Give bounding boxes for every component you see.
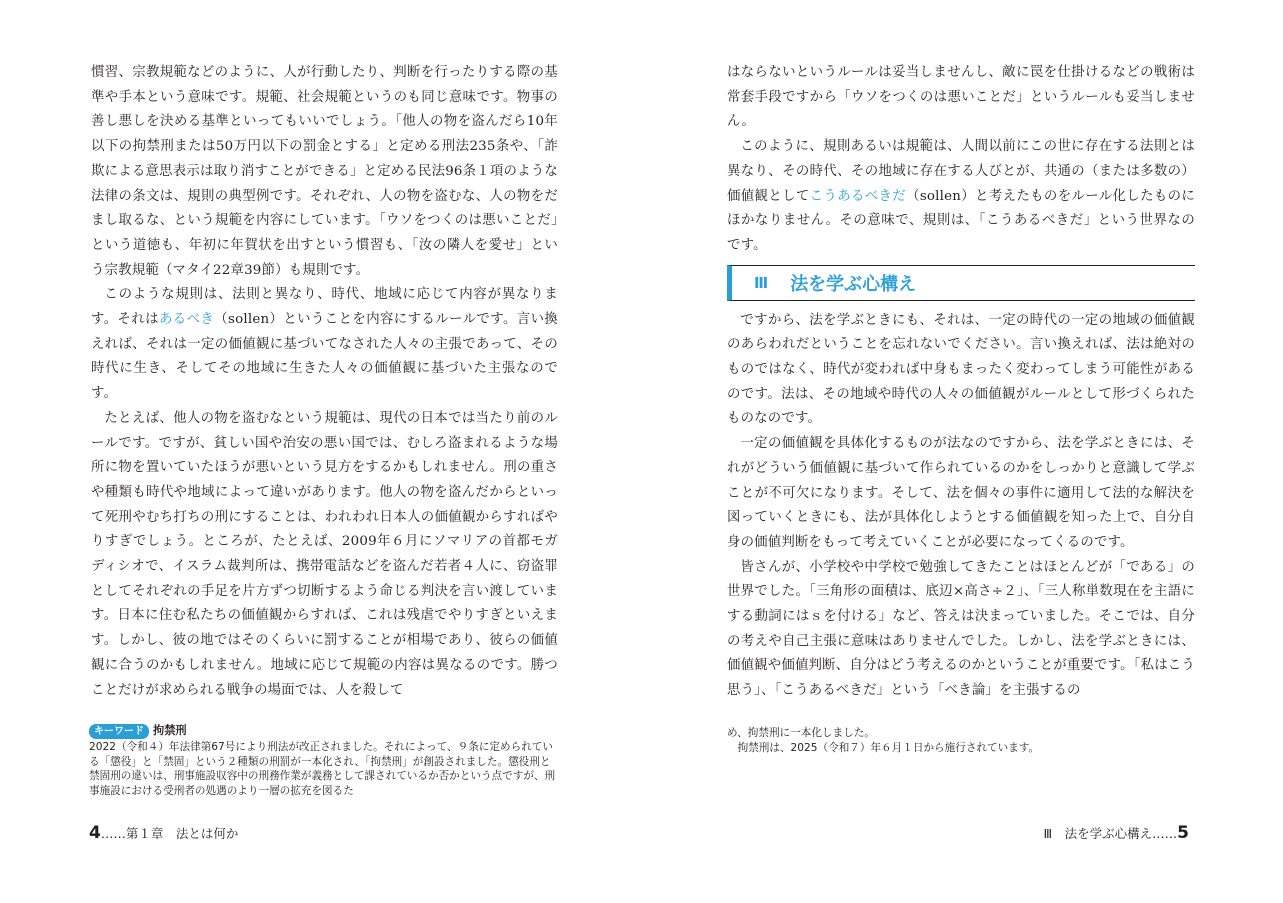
section-number: Ⅲ	[754, 273, 769, 292]
paragraph: 一定の価値観を具体化するものが法なのですから、法を学ぶときには、それがどういう価値観に基づいて作られているのかをしっかりと意識して学ぶことが不可欠になります。そして、法を個々の事件に適用して法的な解決を図っていくときにも、法が具体化しようとする価値観を知った上で、自分自身の価値判断をもって考えていくことが必要になってくるのです。	[727, 436, 1195, 550]
paragraph: 皆さんが、小学校や中学校で勉強してきたことはほとんどが「である」の世界でした。「三角形の面積は、底辺×高さ÷２」、「三人称単数現在を主語にする動詞にはｓを付ける」など、答えは決まっていました。そこでは、自分の考えや自己主張に意味はありませんでした。しかし、法を学ぶときには、価値観や価値判断、自分はどう考えるのかということが重要です。「私はこう思う」、「こうあるべきだ」という「べき論」を主張するの	[727, 559, 1195, 699]
left-body-text	[91, 61, 558, 703]
paragraph: はならないというルールは妥当しませんし、敵に罠を仕掛けるなどの戦術は常套手段ですから「ウソをつくのは悪いことだ」というルールも妥当しません。	[727, 65, 1195, 130]
page-number: 4	[89, 823, 101, 843]
keyword-note-continued	[727, 726, 1195, 755]
paragraph-text: このような規則は、法則と異なり、時代、地域に応じて内容が異なります。それは	[91, 287, 558, 328]
right-footer	[1044, 823, 1189, 843]
footer-separator: ……	[1152, 826, 1178, 841]
paragraph-text: （sollen）ということを内容にするルールです。言い換えれば、それは一定の価値観に基づいてなされた人々の主張であって、その時代に生き、そしてその地域に生きた人々の価値観に基づいた主張なのです。	[91, 312, 558, 402]
footer-separator: ……	[100, 826, 126, 841]
section-heading	[727, 265, 1195, 301]
left-footer	[89, 823, 238, 843]
page-number: 5	[1177, 823, 1189, 843]
left-page	[0, 0, 641, 903]
keyword-note	[89, 724, 557, 799]
keyword-badge: キーワード	[89, 724, 149, 739]
paragraph-text: このように、規則あるいは規範は、人間以前にこの世に存在する法則とは異なり、その時代、その地域に存在する人びとが、共通の（または多数の）価値観として	[727, 139, 1195, 204]
right-body-text	[727, 61, 1195, 704]
paragraph-text: （sollen）と考えたものをルール化したものにほかなりません。その意味で、規則は、「こうあるべきだ」という世界なのです。	[727, 188, 1195, 253]
running-head-section: Ⅲ 法を学ぶ心構え	[1043, 826, 1153, 841]
keyword-note-text: 拘禁刑は、2025（令和７）年６月１日から施行されています。	[737, 741, 1040, 754]
running-head-chapter: 第１章 法とは何か	[125, 826, 239, 841]
keyword-note-header	[89, 724, 557, 739]
keyword-highlight: こうあるべきだ	[809, 188, 907, 204]
paragraph	[727, 135, 1195, 259]
paragraph	[91, 283, 558, 407]
right-page	[641, 0, 1283, 903]
keyword-note-text: 2022（令和４）年法律第67号により刑法が改正されました。それによって、９条に定められている「懲役」と「禁固」という２種類の刑罰が一本化され、「拘禁刑」が創設されました。懲役刑と禁固刑の違いは、刑事施設収容中の刑務作業が義務として課されているか否かという点ですが、刑事施設における受刑者の処遇のより一層の拡充を図るた	[89, 741, 556, 798]
keyword-highlight: あるべき	[158, 312, 215, 328]
paragraph: 慣習、宗教規範などのように、人が行動したり、判断を行ったりする際の基準や手本という意味です。規範、社会規範というのも同じ意味です。物事の善し悪しを決める基準といってもいいでしょう。「他人の物を盗んだら10年以下の拘禁刑または50万円以下の罰金とする」と定める刑法235条や、「詐欺による意思表示は取り消すことができる」と定める民法96条１項のような法律の条文は、規則の典型例です。それぞれ、人の物を盗むな、人の物をだまし取るな、という規範を内容にしています。「ウソをつくのは悪いことだ」という道徳も、年初に年賀状を出すという慣習も、「汝の隣人を愛せ」という宗教規範（マタイ22章39節）も規則です。	[91, 65, 558, 278]
paragraph: たとえば、他人の物を盗むなという規範は、現代の日本では当たり前のルールです。ですが、貧しい国や治安の悪い国では、むしろ盗まれるような場所に物を置いていたほうが悪いという見方をするかもしれません。刑の重さや種類も時代や地域によって違いがあります。他人の物を盗んだからといって死刑やむち打ちの刑にすることは、われわれ日本人の価値観からすればやりすぎでしょう。ところが、たとえば、2009年６月にソマリアの首都モガディシオで、イスラム裁判所は、携帯電話などを盗んだ若者４人に、窃盗罪としてそれぞれの手足を片方ずつ切断するよう命じる判決を言い渡しています。日本に住む私たちの価値観からすれば、これは残虐でやりすぎといえます。しかし、彼の地ではそのくらいに罰することが相場であり、彼らの価値観に合うのかもしれません。地域に応じて規範の内容は異なるのです。勝つことだけが求められる戦争の場面では、人を殺して	[91, 410, 558, 698]
section-title: 法を学ぶ心構え	[790, 273, 917, 295]
keyword-note-text: め、拘禁刑に一本化しました。	[727, 727, 875, 739]
paragraph: ですから、法を学ぶときにも、それは、一定の時代の一定の地域の価値観のあらわれだということを忘れないでください。言い換えれば、法は絶対のものではなく、時代が変われば中身もまったく変わってしまう可能性があるのです。法は、その地域や時代の人々の価値観がルールとして形づくられたものなのです。	[727, 312, 1195, 427]
keyword-title: 拘禁刑	[153, 724, 187, 738]
